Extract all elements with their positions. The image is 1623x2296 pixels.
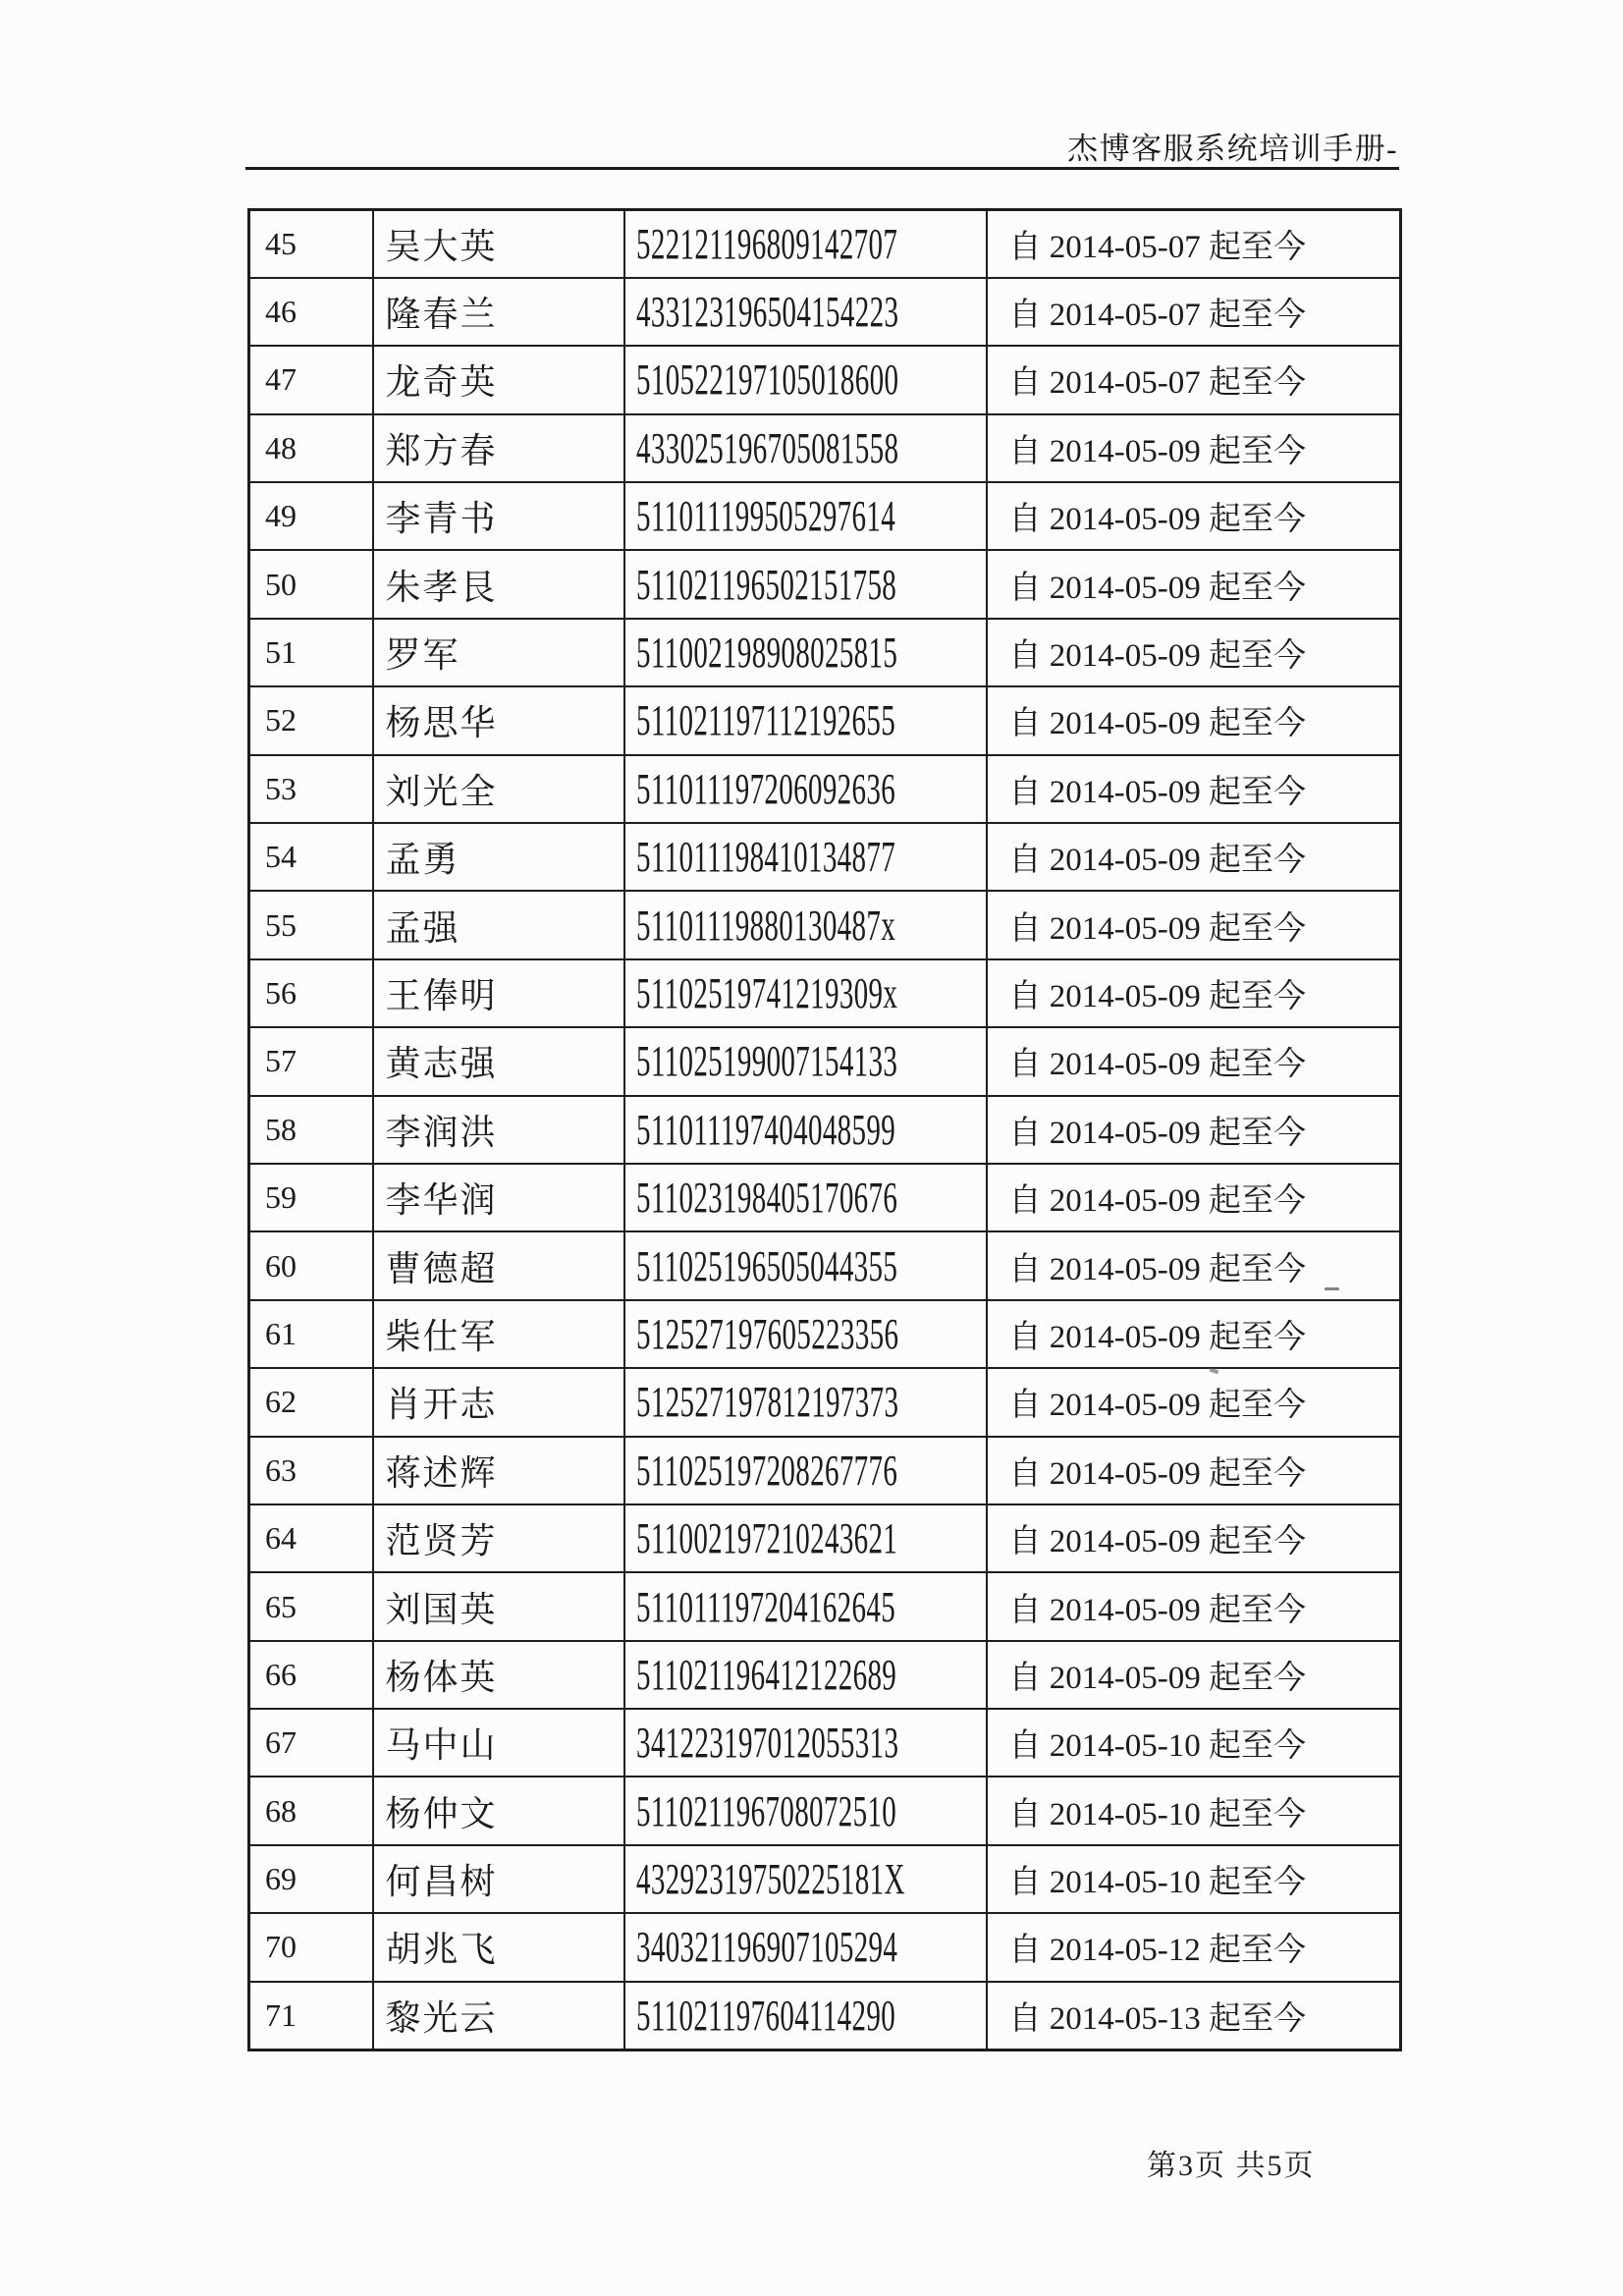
row-id-cell [624, 1641, 987, 1709]
row-name: 柴仕军 [373, 1300, 624, 1368]
row-number: 54 [249, 823, 373, 891]
row-name: 杨思华 [373, 686, 624, 754]
row-id-cell [624, 823, 987, 891]
row-name: 吴大英 [373, 210, 624, 278]
row-id-number: 511011198410134877 [635, 833, 895, 882]
row-period: 自 2014-05-09 起至今 [987, 686, 1401, 754]
row-number: 46 [249, 278, 373, 346]
table-row [249, 1096, 1401, 1164]
roster-table [247, 208, 1402, 2051]
row-name: 杨体英 [373, 1641, 624, 1709]
row-name: 杨仲文 [373, 1777, 624, 1844]
row-number: 51 [249, 619, 373, 686]
row-name: 范贤芳 [373, 1504, 624, 1572]
row-period: 自 2014-05-09 起至今 [987, 891, 1401, 958]
roster-table-body [249, 210, 1401, 2050]
row-period: 自 2014-05-09 起至今 [987, 755, 1401, 823]
row-period: 自 2014-05-10 起至今 [987, 1709, 1401, 1777]
row-id-cell [624, 1777, 987, 1844]
row-id-number: 433025196705081558 [635, 423, 898, 472]
row-id-cell [624, 346, 987, 413]
row-id-cell [624, 619, 987, 686]
table-row [249, 1709, 1401, 1777]
table-row [249, 482, 1401, 550]
row-name: 肖开志 [373, 1368, 624, 1436]
row-id-cell [624, 686, 987, 754]
table-row [249, 755, 1401, 823]
row-id-number: 511021197112192655 [635, 696, 895, 745]
row-number: 52 [249, 686, 373, 754]
row-id-number: 511002198908025815 [635, 629, 897, 678]
scan-speck [1325, 1287, 1339, 1290]
row-id-cell [624, 891, 987, 958]
row-id-cell [624, 1504, 987, 1572]
row-id-number: 511021196412122689 [635, 1650, 896, 1699]
row-id-cell [624, 210, 987, 278]
row-period: 自 2014-05-09 起至今 [987, 1027, 1401, 1095]
row-period: 自 2014-05-09 起至今 [987, 959, 1401, 1027]
row-number: 66 [249, 1641, 373, 1709]
row-id-cell [624, 1913, 987, 1981]
row-period: 自 2014-05-13 起至今 [987, 1982, 1401, 2050]
row-id-number: 51101119880130487x [635, 901, 895, 950]
row-name: 李青书 [373, 482, 624, 550]
row-id-number: 511025197208267776 [635, 1446, 897, 1495]
row-number: 53 [249, 755, 373, 823]
row-id-number: 511011197206092636 [635, 764, 895, 813]
row-id-number: 511021196502151758 [635, 560, 896, 609]
row-id-cell [624, 1437, 987, 1504]
table-row [249, 1777, 1401, 1844]
row-id-number: 511011197204162645 [635, 1582, 895, 1631]
table-row [249, 550, 1401, 618]
row-name: 孟勇 [373, 823, 624, 891]
row-period: 自 2014-05-10 起至今 [987, 1845, 1401, 1913]
row-number: 55 [249, 891, 373, 958]
table-row [249, 823, 1401, 891]
table-row [249, 210, 1401, 278]
row-period: 自 2014-05-09 起至今 [987, 1096, 1401, 1164]
row-name: 李润洪 [373, 1096, 624, 1164]
table-row [249, 1913, 1401, 1981]
row-name: 黎光云 [373, 1982, 624, 2050]
table-row [249, 1231, 1401, 1299]
row-period: 自 2014-05-09 起至今 [987, 1300, 1401, 1368]
row-period: 自 2014-05-09 起至今 [987, 482, 1401, 550]
row-number: 70 [249, 1913, 373, 1981]
row-id-number: 511021197604114290 [635, 1991, 895, 2040]
row-period: 自 2014-05-07 起至今 [987, 278, 1401, 346]
row-name: 孟强 [373, 891, 624, 958]
row-id-number: 511025196505044355 [635, 1241, 897, 1290]
table-row [249, 1504, 1401, 1572]
row-id-cell [624, 1368, 987, 1436]
row-name: 龙奇英 [373, 346, 624, 413]
row-number: 48 [249, 414, 373, 482]
row-id-cell [624, 278, 987, 346]
table-row [249, 1572, 1401, 1640]
table-row [249, 414, 1401, 482]
table-row [249, 1368, 1401, 1436]
row-period: 自 2014-05-09 起至今 [987, 1368, 1401, 1436]
row-name: 曹德超 [373, 1231, 624, 1299]
row-period: 自 2014-05-09 起至今 [987, 414, 1401, 482]
row-period: 自 2014-05-09 起至今 [987, 619, 1401, 686]
row-id-number: 51102519741219309x [635, 968, 897, 1017]
header-rule [245, 167, 1399, 170]
row-name: 马中山 [373, 1709, 624, 1777]
table-row [249, 619, 1401, 686]
row-period: 自 2014-05-09 起至今 [987, 1641, 1401, 1709]
page-footer [1147, 2141, 1316, 2184]
row-id-cell [624, 959, 987, 1027]
row-id-cell [624, 1231, 987, 1299]
row-id-number: 43292319750225181X [635, 1855, 905, 1904]
row-name: 刘国英 [373, 1572, 624, 1640]
row-id-cell [624, 1300, 987, 1368]
table-row [249, 686, 1401, 754]
row-period: 自 2014-05-09 起至今 [987, 823, 1401, 891]
row-number: 61 [249, 1300, 373, 1368]
row-id-cell [624, 1027, 987, 1095]
row-number: 57 [249, 1027, 373, 1095]
row-id-number: 340321196907105294 [635, 1923, 897, 1972]
row-period: 自 2014-05-09 起至今 [987, 1231, 1401, 1299]
row-name: 李华润 [373, 1164, 624, 1231]
table-row [249, 1845, 1401, 1913]
row-id-number: 511002197210243621 [635, 1514, 897, 1563]
table-row [249, 1437, 1401, 1504]
row-id-number: 512527197605223356 [635, 1309, 898, 1358]
row-name: 隆春兰 [373, 278, 624, 346]
row-name: 朱孝艮 [373, 550, 624, 618]
row-number: 45 [249, 210, 373, 278]
row-period: 自 2014-05-09 起至今 [987, 1572, 1401, 1640]
row-name: 郑方春 [373, 414, 624, 482]
row-period: 自 2014-05-07 起至今 [987, 210, 1401, 278]
row-period: 自 2014-05-10 起至今 [987, 1777, 1401, 1844]
row-number: 63 [249, 1437, 373, 1504]
row-number: 59 [249, 1164, 373, 1231]
table-row [249, 1164, 1401, 1231]
table-row [249, 1027, 1401, 1095]
row-id-cell [624, 1709, 987, 1777]
row-id-cell [624, 550, 987, 618]
table-row [249, 891, 1401, 958]
row-id-cell [624, 1845, 987, 1913]
row-period: 自 2014-05-09 起至今 [987, 1164, 1401, 1231]
row-number: 67 [249, 1709, 373, 1777]
row-id-number: 510522197105018600 [635, 355, 898, 405]
row-name: 罗军 [373, 619, 624, 686]
row-name: 王俸明 [373, 959, 624, 1027]
row-id-cell [624, 1164, 987, 1231]
row-id-number: 433123196504154223 [635, 288, 898, 337]
row-id-cell [624, 1096, 987, 1164]
row-name: 蒋述辉 [373, 1437, 624, 1504]
row-number: 71 [249, 1982, 373, 2050]
table-row [249, 278, 1401, 346]
table-row [249, 346, 1401, 413]
row-id-number: 511023198405170676 [635, 1174, 897, 1223]
row-name: 刘光全 [373, 755, 624, 823]
row-id-cell [624, 1982, 987, 2050]
table-row [249, 1300, 1401, 1368]
row-id-number: 511011199505297614 [635, 492, 895, 541]
row-name: 何昌树 [373, 1845, 624, 1913]
row-number: 62 [249, 1368, 373, 1436]
row-id-cell [624, 414, 987, 482]
row-number: 56 [249, 959, 373, 1027]
row-id-number: 512527197812197373 [635, 1378, 898, 1427]
row-number: 47 [249, 346, 373, 413]
row-id-number: 511011197404048599 [635, 1105, 895, 1154]
row-number: 64 [249, 1504, 373, 1572]
row-id-cell [624, 482, 987, 550]
row-number: 65 [249, 1572, 373, 1640]
row-id-number: 341223197012055313 [635, 1719, 898, 1768]
table-row [249, 1641, 1401, 1709]
row-number: 60 [249, 1231, 373, 1299]
row-number: 69 [249, 1845, 373, 1913]
row-period: 自 2014-05-09 起至今 [987, 550, 1401, 618]
header-title: 杰博客服系统培训手册- [1067, 132, 1398, 166]
table-row [249, 1982, 1401, 2050]
row-id-cell [624, 755, 987, 823]
row-name: 黄志强 [373, 1027, 624, 1095]
row-id-number: 511025199007154133 [635, 1037, 897, 1086]
row-period: 自 2014-05-07 起至今 [987, 346, 1401, 413]
table-row [249, 959, 1401, 1027]
row-id-cell [624, 1572, 987, 1640]
row-period: 自 2014-05-12 起至今 [987, 1913, 1401, 1981]
row-period: 自 2014-05-09 起至今 [987, 1504, 1401, 1572]
page-indicator: 第3页 共5页 [1147, 2150, 1316, 2182]
row-number: 50 [249, 550, 373, 618]
row-period: 自 2014-05-09 起至今 [987, 1437, 1401, 1504]
row-id-number: 511021196708072510 [635, 1786, 896, 1835]
row-number: 58 [249, 1096, 373, 1164]
row-number: 68 [249, 1777, 373, 1844]
row-name: 胡兆飞 [373, 1913, 624, 1981]
row-id-number: 522121196809142707 [635, 219, 897, 268]
row-number: 49 [249, 482, 373, 550]
